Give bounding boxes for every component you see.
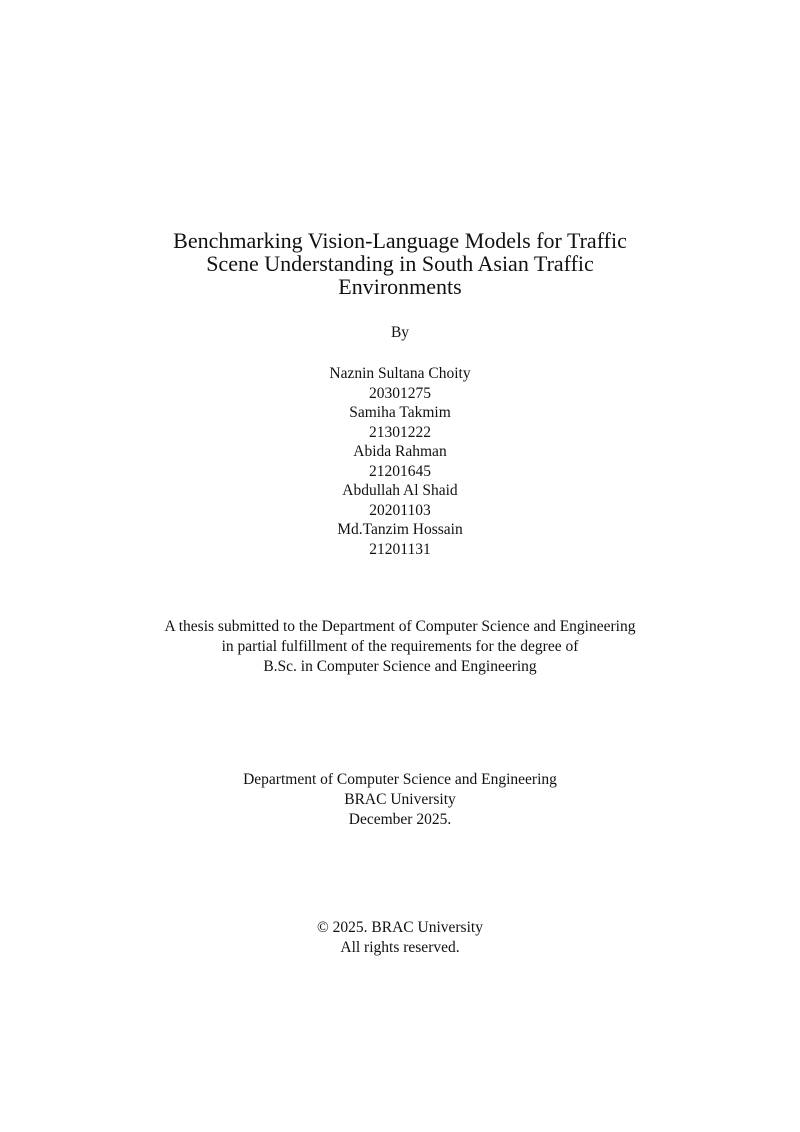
author-list [0, 364, 800, 559]
author-id: 21201131 [369, 540, 431, 558]
thesis-title [0, 229, 800, 298]
submission-line: B.Sc. in Computer Science and Engineering [263, 658, 537, 675]
author-id: 21301222 [369, 423, 431, 441]
copyright-block [0, 918, 800, 958]
submission-date: December 2025. [348, 811, 452, 828]
author-name: Abida Rahman [353, 443, 447, 460]
thesis-title-line: Environments [338, 274, 462, 299]
by-label: By [390, 324, 410, 341]
submission-line: A thesis submitted to the Department of Computer Science and Engineering [164, 618, 636, 635]
author-id: 21201645 [369, 462, 431, 480]
university-name: BRAC University [344, 791, 456, 808]
author-name: Abdullah Al Shaid [342, 482, 458, 499]
author-id: 20201103 [369, 501, 431, 519]
institution-block [0, 770, 800, 830]
submission-statement [0, 617, 800, 677]
department-name: Department of Computer Science and Engineering [243, 771, 557, 788]
author-name: Md.Tanzim Hossain [337, 521, 463, 538]
copyright-notice: © 2025. BRAC University [317, 919, 483, 936]
thesis-title-line: Scene Understanding in South Asian Traffic [206, 251, 594, 276]
author-name: Naznin Sultana Choity [329, 365, 471, 382]
thesis-title-line: Benchmarking Vision-Language Models for Traffic [173, 228, 627, 253]
submission-line: in partial fulfillment of the requirements for the degree of [221, 638, 579, 655]
rights-statement: All rights reserved. [340, 939, 460, 956]
author-name: Samiha Takmim [349, 404, 451, 421]
author-id: 20301275 [369, 384, 431, 402]
